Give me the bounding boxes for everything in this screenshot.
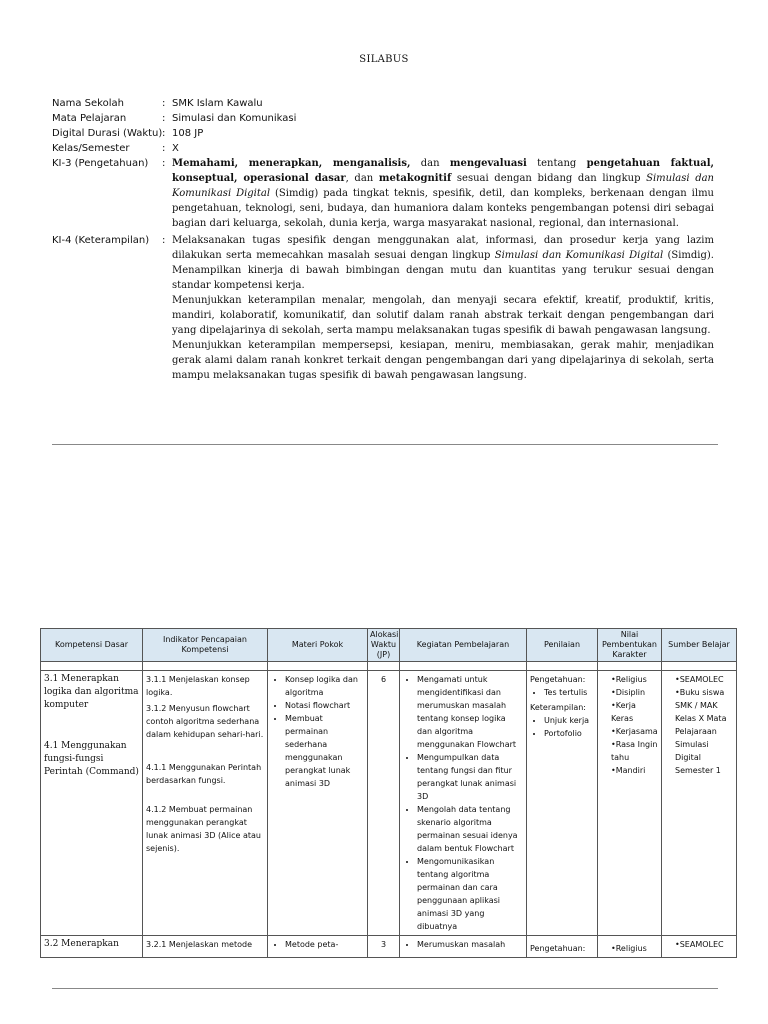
ki3-label: KI-3 (Pengetahuan) xyxy=(52,158,149,169)
cell-penilaian: Pengetahuan: xyxy=(527,936,598,958)
list-item: • SEAMOLEC xyxy=(675,938,733,951)
list-item: • Religius xyxy=(611,942,658,955)
list-item: • Rasa Ingin tahu xyxy=(611,738,658,764)
list-item: • Kerjasama xyxy=(611,725,658,738)
info-row-kelas: Kelas/Semester : X xyxy=(52,141,714,156)
header-sumber-belajar: Sumber Belajar xyxy=(662,629,737,662)
header-materi-pokok: Materi Pokok xyxy=(268,629,368,662)
info-block xyxy=(52,96,714,383)
ki4-paragraph-1: Melaksanakan tugas spesifik dengan menggunakan alat, informasi, dan prosedur kerja yang lazim dilakukan serta memecahkan masalah sesuai dengan lingkup Simulasi dan Komunikasi Digital (Simdig). Menampilkan kinerja di bawah bimbingan dengan mutu dan kuantitas yang terukur sesuai dengan standar kompetensi kerja. xyxy=(172,235,714,291)
info-label: Mata Pelajaran xyxy=(52,113,127,124)
list-item: • Mengumpulkan data tentang fungsi dan fitur perangkat lunak animasi 3D xyxy=(417,751,523,803)
header-kegiatan: Kegiatan Pembelajaran xyxy=(400,629,527,662)
list-item: • SEAMOLEC xyxy=(675,673,733,686)
header-kompetensi-dasar: Kompetensi Dasar xyxy=(41,629,143,662)
ki3-text: Memahami, menerapkan, menganalisis, dan mengevaluasi tentang pengetahuan faktual, konseptual, operasional dasar, dan metakognitif sesuai dengan bidang dan lingkup Simulasi dan Komunikasi Digital (Simdig) pada tingkat teknis, spesifik, detil, dan kompleks, berkenaan dengan ilmu pengetahuan, teknologi, seni, budaya, dan humaniora dalam konteks pengembangan potensi diri sebagai bagian dari keluarga, sekolah, dunia kerja, warga masyarakat nasional, regional, dan internasional. xyxy=(172,158,715,229)
info-label: Digital Durasi (Waktu) xyxy=(52,128,163,139)
list-item: • Merumuskan masalah xyxy=(417,938,523,951)
cell-indikator: 3.2.1 Menjelaskan metode xyxy=(143,936,268,958)
info-value: Simulasi dan Komunikasi xyxy=(172,113,297,124)
info-label: Kelas/Semester xyxy=(52,143,130,154)
cell-materi-pokok xyxy=(268,671,368,936)
table-row xyxy=(41,936,737,958)
cell-nilai-karakter xyxy=(598,936,662,958)
cell-kegiatan xyxy=(400,671,527,936)
bottom-divider-line xyxy=(52,988,718,989)
info-value: X xyxy=(172,143,179,154)
cell-nilai-karakter xyxy=(598,671,662,936)
cell-alokasi: 6 xyxy=(368,671,400,936)
list-item: • Mengolah data tentang skenario algoritma permainan sesuai idenya dalam bentuk Flowchart xyxy=(417,803,523,855)
cell-materi-pokok xyxy=(268,936,368,958)
info-value: 108 JP xyxy=(172,128,204,139)
info-row-durasi: Digital Durasi (Waktu) : 108 JP xyxy=(52,126,714,141)
list-item: • Mandiri xyxy=(611,764,658,777)
ki3-row: KI-3 (Pengetahuan) : Memahami, menerapkan, menganalisis, dan mengevaluasi tentang pengetahuan faktual, konseptual, operasional dasar, dan metakognitif sesuai dengan bidang dan lingkup Simulasi dan Komunikasi Digital (Simdig) pada tingkat teknis, spesifik, detil, dan kompleks, berkenaan dengan ilmu pengetahuan, teknologi, seni, budaya, dan humaniora dalam konteks pengembangan potensi diri sebagai bagian dari keluarga, sekolah, dunia kerja, warga masyarakat nasional, regional, dan internasional. xyxy=(52,158,715,229)
cell-sumber-belajar xyxy=(662,671,737,936)
list-item: • Metode peta- xyxy=(285,938,364,951)
divider-line xyxy=(52,444,718,445)
silabus-table xyxy=(40,628,737,958)
cell-sumber-belajar xyxy=(662,936,737,958)
info-row-nama-sekolah: Nama Sekolah : SMK Islam Kawalu xyxy=(52,96,714,111)
list-item: • Disiplin xyxy=(611,686,658,699)
ki4-paragraph-3: Menunjukkan keterampilan mempersepsi, kesiapan, meniru, membiasakan, gerak mahir, menjadikan gerak alami dalam ranah konkret terkait dengan pengembangan dari yang dipelajarinya di sekolah, serta mampu melaksanakan tugas spesifik di bawah pengawasan langsung. xyxy=(172,340,714,381)
cell-kompetensi-dasar: 3.2 Menerapkan xyxy=(41,936,143,958)
list-item: • Konsep logika dan algoritma xyxy=(285,673,364,699)
list-item: • Buku siswa SMK / MAK Kelas X Mata Pelajaraan Simulasi Digital Semester 1 xyxy=(675,686,733,777)
list-item: • Kerja Keras xyxy=(611,699,658,725)
list-item: • Tes tertulis xyxy=(544,686,594,699)
list-item: • Mengamati untuk mengidentifikasi dan merumuskan masalah tentang konsep logika dan algoritma menggunakan Flowchart xyxy=(417,673,523,751)
table-row xyxy=(41,671,737,936)
cell-kegiatan xyxy=(400,936,527,958)
list-item: • Notasi flowchart xyxy=(285,699,364,712)
header-penilaian: Penilaian xyxy=(527,629,598,662)
list-item: • Unjuk kerja xyxy=(544,714,594,727)
cell-indikator: 3.1.1 Menjelaskan konsep logika. 3.1.2 Menyusun flowchart contoh algoritma sederhana dalam kehidupan sehari-hari. 4.1.1 Menggunakan Perintah berdasarkan fungsi. 4.1.2 Membuat permainan menggunakan perangkat lunak animasi 3D (Alice atau sejenis). xyxy=(143,671,268,936)
list-item: • Religius xyxy=(611,673,658,686)
ki4-label: KI-4 (Keterampilan) xyxy=(52,235,150,246)
list-item: • Portofolio xyxy=(544,727,594,740)
document-title: SILABUS xyxy=(359,54,409,65)
info-value: SMK Islam Kawalu xyxy=(172,98,263,109)
table-spacer-row xyxy=(41,662,737,671)
list-item: • Membuat permainan sederhana menggunakan perangkat lunak animasi 3D xyxy=(285,712,364,790)
info-label: Nama Sekolah xyxy=(52,98,124,109)
ki4-paragraph-2: Menunjukkan keterampilan menalar, mengolah, dan menyaji secara efektif, kreatif, produktif, kritis, mandiri, kolaboratif, komunikatif, dan solutif dalam ranah abstrak terkait dengan pengembangan dari yang dipelajarinya di sekolah, serta mampu melaksanakan tugas spesifik di bawah pengawasan langsung. xyxy=(172,295,714,336)
table-header-row xyxy=(41,629,737,662)
ki4-text xyxy=(172,233,714,383)
cell-kompetensi-dasar: 3.1 Menerapkan logika dan algoritma komputer 4.1 Menggunakan fungsi-fungsi Perintah (Command) xyxy=(41,671,143,936)
ki4-row: KI-4 (Keterampilan) : Melaksanakan tugas spesifik dengan menggunakan alat, informasi, dan prosedur kerja yang lazim dilakukan serta memecahkan masalah sesuai dengan lingkup Simulasi dan Komunikasi Digital (Simdig). Menampilkan kinerja di bawah bimbingan dengan mutu dan kuantitas yang terukur sesuai dengan standar kompetensi kerja. Menunjukkan keterampilan menalar, mengolah, dan menyaji secara efektif, kreatif, produktif, kritis, mandiri, kolaboratif, komunikatif, dan solutif dalam ranah abstrak terkait dengan pengembangan dari yang dipelajarinya di sekolah, serta mampu melaksanakan tugas spesifik di bawah pengawasan langsung. Menunjukkan keterampilan mempersepsi, kesiapan, meniru, membiasakan, gerak mahir, menjadikan gerak alami dalam ranah konkret terkait dengan pengembangan dari yang dipelajarinya di sekolah, serta mampu melaksanakan tugas spesifik di bawah pengawasan langsung. xyxy=(52,235,714,381)
info-row-mata-pelajaran: Mata Pelajaran : Simulasi dan Komunikasi xyxy=(52,111,714,126)
cell-alokasi: 3 xyxy=(368,936,400,958)
header-indikator: Indikator Pencapaian Kompetensi xyxy=(143,629,268,662)
header-nilai-karakter: Nilai Pembentukan Karakter xyxy=(598,629,662,662)
cell-penilaian: Pengetahuan: • Tes tertulis Keterampilan: • Unjuk kerja • Portofolio xyxy=(527,671,598,936)
header-alokasi-waktu: Alokasi Waktu (JP) xyxy=(368,629,400,662)
list-item: • Mengomunikasikan tentang algoritma permainan dan cara penggunaan aplikasi animasi 3D yang dibuatnya xyxy=(417,855,523,933)
